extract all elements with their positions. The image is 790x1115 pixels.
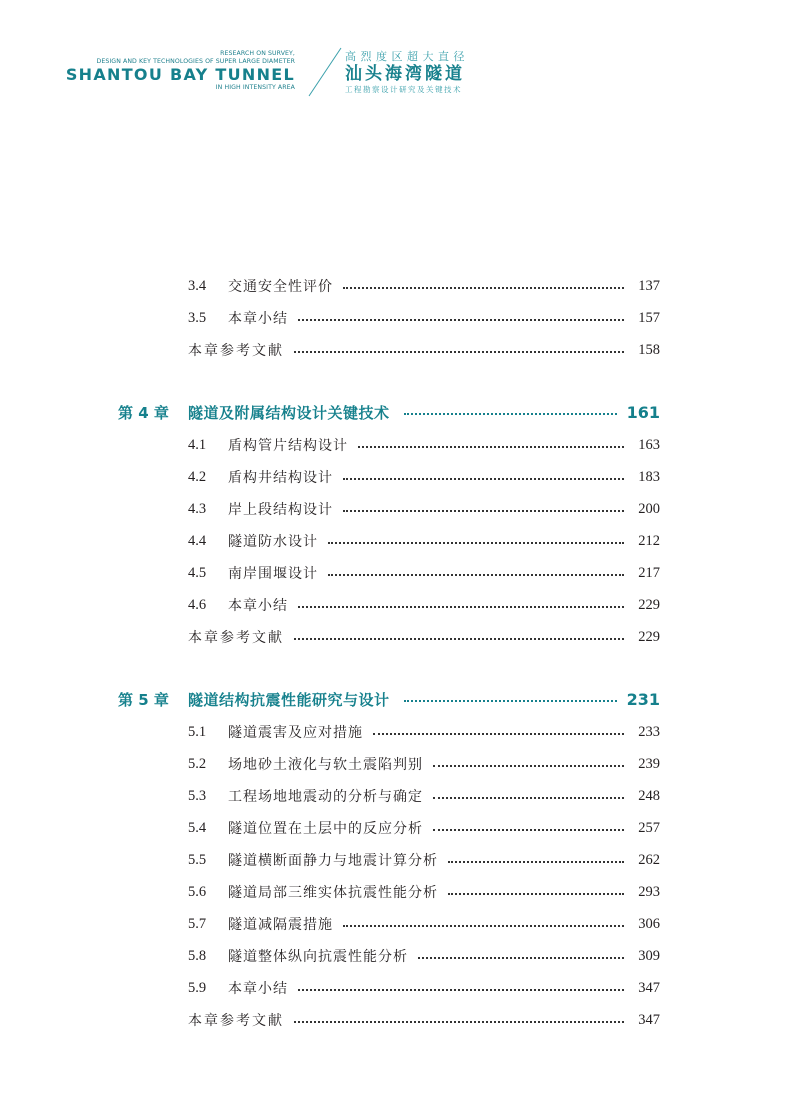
toc-entry[interactable] bbox=[188, 433, 660, 457]
toc-entry[interactable] bbox=[188, 944, 660, 968]
section-title: 隧道横断面静力与地震计算分析 bbox=[228, 853, 438, 869]
section-number: 5.4 bbox=[188, 819, 207, 836]
page-number: 200 bbox=[638, 500, 660, 517]
page-number: 347 bbox=[638, 1011, 660, 1028]
section-number: 4.6 bbox=[188, 596, 207, 613]
dot-leader bbox=[343, 510, 624, 512]
dot-leader bbox=[294, 638, 624, 640]
chapter-title: 隧道结构抗震性能研究与设计 bbox=[188, 690, 390, 709]
page-number: 347 bbox=[638, 979, 660, 996]
section-title: 本章小结 bbox=[228, 311, 288, 327]
section-title: 隧道减隔震措施 bbox=[228, 917, 333, 933]
english-subtitle-line-3: IN HIGH INTENSITY AREA bbox=[215, 84, 295, 91]
section-title: 工程场地地震动的分析与确定 bbox=[228, 789, 423, 805]
section-title: 隧道震害及应对措施 bbox=[228, 725, 363, 741]
dot-leader bbox=[298, 606, 624, 608]
chinese-main-title: 汕头海湾隧道 bbox=[345, 64, 465, 84]
chapter-number: 第 5 章 bbox=[118, 690, 169, 709]
page-number: 262 bbox=[638, 851, 660, 868]
toc-entry[interactable] bbox=[188, 976, 660, 1000]
dot-leader bbox=[373, 733, 624, 735]
section-number: 5.3 bbox=[188, 787, 207, 804]
section-number: 5.1 bbox=[188, 723, 207, 740]
toc-entry[interactable] bbox=[188, 816, 660, 840]
chapter-number: 第 4 章 bbox=[118, 403, 169, 422]
dot-leader bbox=[343, 478, 624, 480]
section-title: 盾构管片结构设计 bbox=[228, 438, 348, 454]
dot-leader bbox=[404, 413, 617, 415]
page-number: 309 bbox=[638, 947, 660, 964]
dot-leader bbox=[448, 861, 624, 863]
page-number: 248 bbox=[638, 787, 660, 804]
dot-leader bbox=[418, 957, 624, 959]
toc-entry[interactable] bbox=[188, 752, 660, 776]
divider-slash-icon bbox=[305, 46, 345, 98]
dot-leader bbox=[294, 1021, 624, 1023]
dot-leader bbox=[448, 893, 624, 895]
chapter-page-number: 231 bbox=[626, 689, 660, 709]
english-main-title: SHANTOU BAY TUNNEL bbox=[65, 65, 295, 84]
dot-leader bbox=[433, 797, 624, 799]
toc-chapter-heading[interactable] bbox=[118, 399, 660, 425]
toc-entry[interactable] bbox=[188, 306, 660, 330]
chapter-page-number: 161 bbox=[626, 402, 660, 422]
toc-entry-references[interactable] bbox=[188, 338, 660, 362]
section-number: 5.6 bbox=[188, 883, 207, 900]
dot-leader bbox=[433, 765, 624, 767]
page-number: 212 bbox=[638, 532, 660, 549]
toc-entry-references[interactable] bbox=[188, 1008, 660, 1032]
toc-entry[interactable] bbox=[188, 593, 660, 617]
dot-leader bbox=[433, 829, 624, 831]
toc-entry[interactable] bbox=[188, 561, 660, 585]
section-number: 5.2 bbox=[188, 755, 207, 772]
section-title: 南岸围堰设计 bbox=[228, 566, 318, 582]
toc-entry[interactable] bbox=[188, 912, 660, 936]
page-number: 229 bbox=[638, 628, 660, 645]
toc-entry[interactable] bbox=[188, 784, 660, 808]
chapter-title: 隧道及附属结构设计关键技术 bbox=[188, 403, 390, 422]
toc-entry[interactable] bbox=[188, 274, 660, 298]
section-title: 隧道局部三维实体抗震性能分析 bbox=[228, 885, 438, 901]
english-subtitle-line-1: RESEARCH ON SURVEY, bbox=[220, 50, 295, 57]
dot-leader bbox=[294, 351, 624, 353]
section-number: 5.7 bbox=[188, 915, 207, 932]
section-number: 5.5 bbox=[188, 851, 207, 868]
section-title: 隧道整体纵向抗震性能分析 bbox=[228, 949, 408, 965]
page-number: 157 bbox=[638, 309, 660, 326]
dot-leader bbox=[343, 287, 624, 289]
page-number: 217 bbox=[638, 564, 660, 581]
section-number: 3.4 bbox=[188, 277, 207, 294]
section-title: 本章小结 bbox=[228, 981, 288, 997]
dot-leader bbox=[358, 446, 624, 448]
section-number: 4.4 bbox=[188, 532, 207, 549]
toc-entry[interactable] bbox=[188, 848, 660, 872]
dot-leader bbox=[404, 700, 617, 702]
section-number: 4.3 bbox=[188, 500, 207, 517]
toc-entry[interactable] bbox=[188, 465, 660, 489]
section-number: 3.5 bbox=[188, 309, 207, 326]
page-number: 183 bbox=[638, 468, 660, 485]
dot-leader bbox=[298, 989, 624, 991]
dot-leader bbox=[328, 574, 624, 576]
page-number: 257 bbox=[638, 819, 660, 836]
references-title: 本章参考文献 bbox=[188, 630, 284, 646]
references-title: 本章参考文献 bbox=[188, 1013, 284, 1029]
toc-entry[interactable] bbox=[188, 529, 660, 553]
running-header bbox=[0, 0, 790, 110]
section-title: 岸上段结构设计 bbox=[228, 502, 333, 518]
dot-leader bbox=[343, 925, 624, 927]
section-title: 隧道位置在土层中的反应分析 bbox=[228, 821, 423, 837]
chinese-subtitle-bottom: 工程勘察设计研究及关键技术 bbox=[345, 85, 462, 94]
references-title: 本章参考文献 bbox=[188, 343, 284, 359]
page-number: 137 bbox=[638, 277, 660, 294]
english-subtitle-line-2: DESIGN AND KEY TECHNOLOGIES OF SUPER LARGE DIAMETER bbox=[96, 58, 295, 65]
chinese-series-title bbox=[345, 50, 469, 95]
toc-chapter-heading[interactable] bbox=[118, 686, 660, 712]
section-title: 隧道防水设计 bbox=[228, 534, 318, 550]
dot-leader bbox=[298, 319, 624, 321]
chinese-subtitle-top: 高烈度区超大直径 bbox=[345, 50, 469, 63]
page-number: 233 bbox=[638, 723, 660, 740]
page-number: 163 bbox=[638, 436, 660, 453]
section-title: 盾构井结构设计 bbox=[228, 470, 333, 486]
toc-entry[interactable] bbox=[188, 497, 660, 521]
section-number: 5.9 bbox=[188, 979, 207, 996]
page-number: 239 bbox=[638, 755, 660, 772]
section-number: 4.5 bbox=[188, 564, 207, 581]
dot-leader bbox=[328, 542, 624, 544]
english-series-title bbox=[66, 50, 295, 92]
toc-entry[interactable] bbox=[188, 880, 660, 904]
toc-entry-references[interactable] bbox=[188, 625, 660, 649]
toc-entry[interactable] bbox=[188, 720, 660, 744]
section-title: 本章小结 bbox=[228, 598, 288, 614]
page-number: 229 bbox=[638, 596, 660, 613]
section-number: 4.2 bbox=[188, 468, 207, 485]
section-number: 5.8 bbox=[188, 947, 207, 964]
page-number: 158 bbox=[638, 341, 660, 358]
section-title: 场地砂土液化与软土震陷判别 bbox=[228, 757, 423, 773]
section-number: 4.1 bbox=[188, 436, 207, 453]
page-number: 306 bbox=[638, 915, 660, 932]
section-title: 交通安全性评价 bbox=[228, 279, 333, 295]
page-number: 293 bbox=[638, 883, 660, 900]
